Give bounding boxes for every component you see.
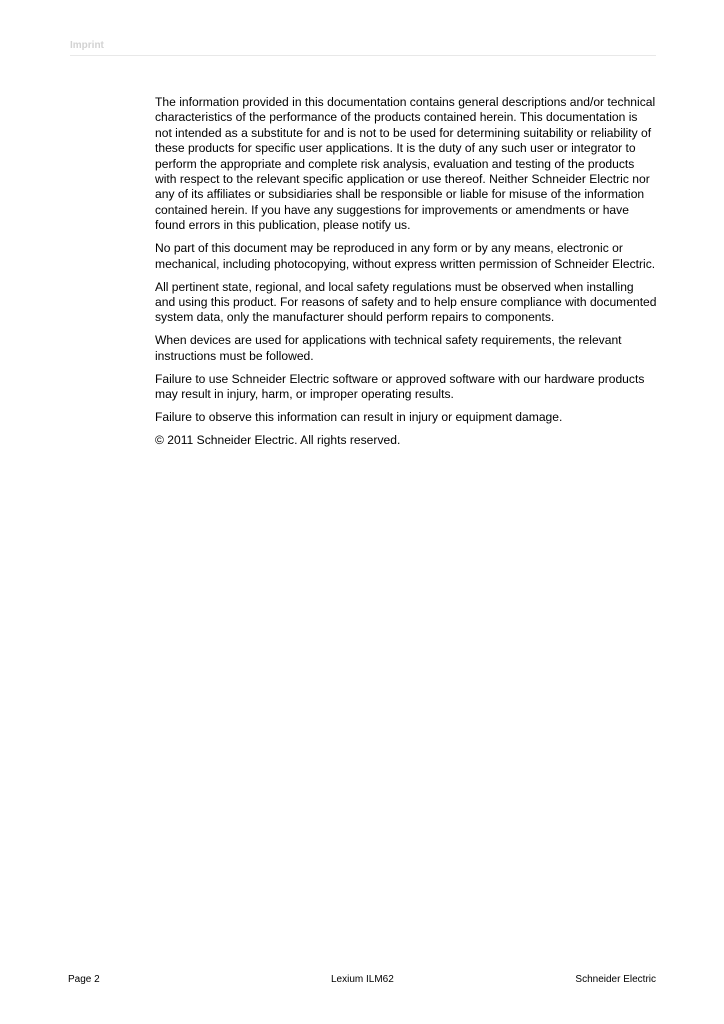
paragraph-observe-warning: Failure to observe this information can result in injury or equipment damage. xyxy=(155,410,563,425)
paragraph-copyright: © 2011 Schneider Electric. All rights reserved. xyxy=(155,433,401,448)
paragraph-technical-safety: When devices are used for applications with technical safety requirements, the relevant instructions must be followed. xyxy=(155,333,622,363)
page-header xyxy=(70,39,656,56)
footer-company: Schneider Electric xyxy=(575,974,656,985)
footer-page-number: Page 2 xyxy=(68,974,100,985)
header-section-title: Imprint xyxy=(70,40,104,51)
paragraph-software-warning: Failure to use Schneider Electric software or approved software with our hardware products may result in injury, harm, or improper operating results. xyxy=(155,371,645,402)
imprint-body xyxy=(155,95,657,456)
paragraph-disclaimer: The information provided in this documentation contains general descriptions and/or technical characteristics of the performance of the products contained herein. This documentation is not intended as a substitute for and is not to be used for determining suitability or reliability of these products for specific user applications. It is the duty of any such user or integrator to perform the appropriate and complete risk analysis, evaluation and testing of the products with respect to the relevant specific application or use thereof. Neither Schneider Electric nor any of its affiliates or subsidiaries shall be responsible or liable for misuse of the information contained herein. If you have any suggestions for improvements or amendments or have found errors in this publication, please notify us. xyxy=(155,95,656,233)
footer-product-name: Lexium ILM62 xyxy=(331,974,394,985)
paragraph-reproduction: No part of this document may be reproduced in any form or by any means, electronic or mechanical, including photocopying, without express written permission of Schneider Electric. xyxy=(155,241,656,271)
paragraph-safety-regulations: All pertinent state, regional, and local safety regulations must be observed when installing and using this product. For reasons of safety and to help ensure compliance with documented system data, only the manufacturer should perform repairs to components. xyxy=(155,279,657,325)
page-footer xyxy=(68,974,656,988)
